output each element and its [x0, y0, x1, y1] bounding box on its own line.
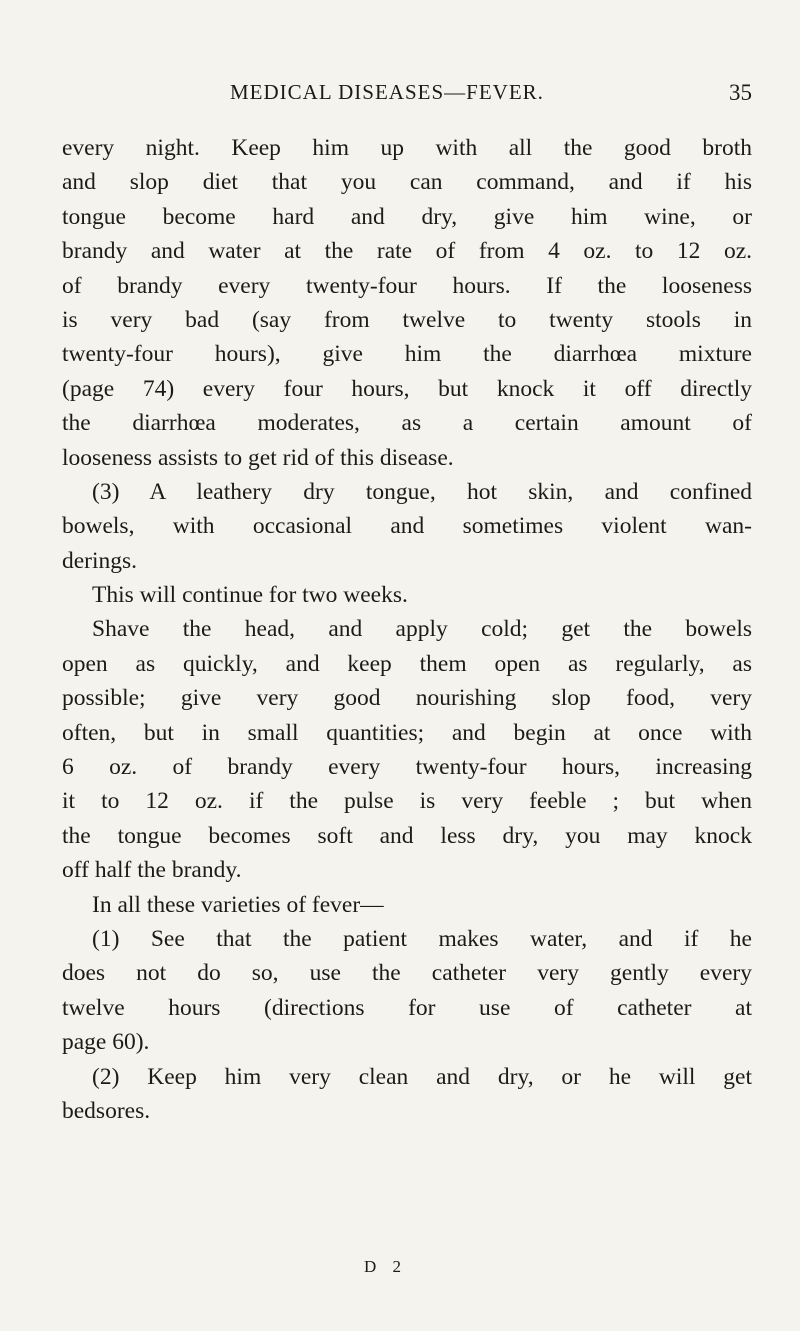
- text-line: This will continue for two weeks.: [92, 582, 408, 609]
- signature-mark: D 2: [364, 1257, 408, 1276]
- text-line: the tongue becomes soft and less dry, you may knock: [62, 822, 752, 849]
- text-line: (2) Keep him very clean and dry, or he will get: [92, 1063, 752, 1090]
- text-line: In all these varieties of fever—: [92, 891, 384, 918]
- text-line: tongue become hard and dry, give him wine, or: [62, 203, 752, 230]
- text-line: Shave the head, and apply cold; get the bowels: [92, 616, 752, 643]
- running-head-title: MEDICAL DISEASES—FEVER.: [230, 80, 544, 104]
- text-line: often, but in small quantities; and begin at once with: [62, 719, 752, 746]
- text-line: twenty-four hours), give him the diarrhœa mixture: [62, 341, 752, 368]
- text-line: possible; give very good nourishing slop food, very: [62, 685, 752, 712]
- body-text: [62, 131, 752, 1128]
- text-line: of brandy every twenty-four hours. If the looseness: [62, 272, 752, 299]
- text-line: 6 oz. of brandy every twenty-four hours, increasing: [62, 754, 752, 781]
- text-line: (3) A leathery dry tongue, hot skin, and confined: [92, 478, 752, 505]
- text-line: (page 74) every four hours, but knock it off directly: [62, 375, 752, 402]
- text-line: off half the brandy.: [62, 857, 242, 884]
- page-number: 35: [729, 80, 752, 105]
- running-head: [62, 80, 752, 114]
- text-line: open as quickly, and keep them open as regularly, as: [62, 650, 752, 677]
- text-line: the diarrhœa moderates, as a certain amount of: [62, 410, 752, 437]
- text-line: twelve hours (directions for use of catheter at: [62, 994, 752, 1021]
- text-line: does not do so, use the catheter very gently every: [62, 960, 752, 987]
- text-line: brandy and water at the rate of from 4 oz. to 12 oz.: [62, 238, 752, 265]
- text-line: bowels, with occasional and sometimes violent wan-: [62, 513, 752, 540]
- text-line: is very bad (say from twelve to twenty stools in: [62, 306, 752, 333]
- text-line: and slop diet that you can command, and if his: [62, 169, 752, 196]
- text-line: bedsores.: [62, 1097, 151, 1124]
- text-line: page 60).: [62, 1029, 150, 1056]
- text-line: looseness assists to get rid of this disease.: [62, 444, 454, 471]
- text-line: derings.: [62, 547, 138, 574]
- text-line: (1) See that the patient makes water, and if he: [92, 925, 752, 952]
- text-line: it to 12 oz. if the pulse is very feeble ; but when: [62, 788, 752, 815]
- text-line: every night. Keep him up with all the good broth: [62, 135, 752, 161]
